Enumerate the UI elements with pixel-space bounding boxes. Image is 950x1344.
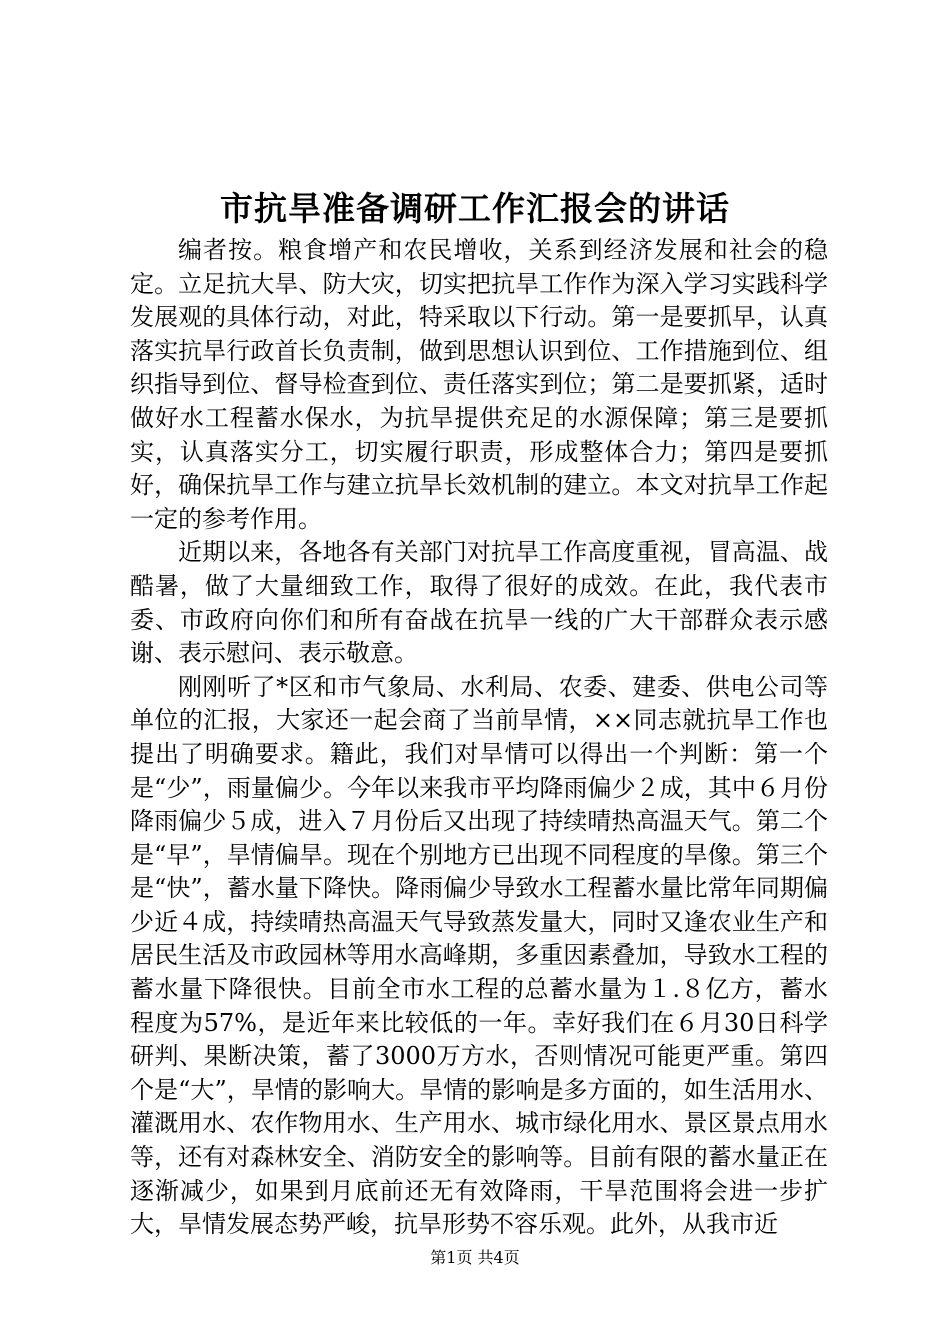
document-body	[130, 234, 828, 1242]
paragraph-thanks: 近期以来，各地各有关部门对抗旱工作高度重视，冒高温、战酷暑，做了大量细致工作，取得了很好的成效。在此，我代表市委、市政府向你们和所有奋战在抗旱一线的广大干部群众表示感谢、表示慰问、表示敬意。	[130, 538, 828, 668]
document-title: 市抗旱准备调研工作汇报会的讲话	[220, 189, 730, 228]
paragraph-editor-note: 编者按。粮食增产和农民增收，关系到经济发展和社会的稳定。立足抗大旱、防大灾，切实把抗旱工作作为深入学习实践科学发展观的具体行动，对此，特采取以下行动。第一是要抓早，认真落实抗旱行政首长负责制，做到思想认识到位、工作措施到位、组织指导到位、督导检查到位、责任落实到位；第二是要抓紧，适时做好水工程蓄水保水，为抗旱提供充足的水源保障；第三是要抓实，认真落实分工，切实履行职责，形成整体合力；第四是要抓好，确保抗旱工作与建立抗旱长效机制的建立。本文对抗旱工作起一定的参考作用。	[130, 236, 828, 533]
page-footer: 第1页 共4页	[430, 1248, 520, 1267]
paragraph-drought-assessment: 刚刚听了*区和市气象局、水利局、农委、建委、供电公司等单位的汇报，大家还一起会商了当前旱情，××同志就抗旱工作也提出了明确要求。籍此，我们对旱情可以得出一个判断：第一个是“少”，雨量偏少。今年以来我市平均降雨偏少２成，其中６月份降雨偏少５成，进入７月份后又出现了持续晴热高温天气。第二个是“早”，旱情偏旱。现在个别地方已出现不同程度的旱像。第三个是“快”，蓄水量下降快。降雨偏少导致水工程蓄水量比常年同期偏少近４成，持续晴热高温天气导致蒸发量大，同时又逢农业生产和居民生活及市政园林等用水高峰期，多重因素叠加，导致水工程的蓄水量下降很快。目前全市水工程的总蓄水量为１.８亿方，蓄水程度为57%，是近年来比较低的一年。幸好我们在６月30日科学研判、果断决策，蓄了3000万方水，否则情况可能更严重。第四个是“大”，旱情的影响大。旱情的影响是多方面的，如生活用水、灌溉用水、农作物用水、生产用水、城市绿化用水、景区景点用水等，还有对森林安全、消防安全的影响等。目前有限的蓄水量正在逐渐减少，如果到月底前还无有效降雨，干旱范围将会进一步扩大，旱情发展态势严峻，抗旱形势不容乐观。此外，从我市近	[130, 672, 828, 1239]
